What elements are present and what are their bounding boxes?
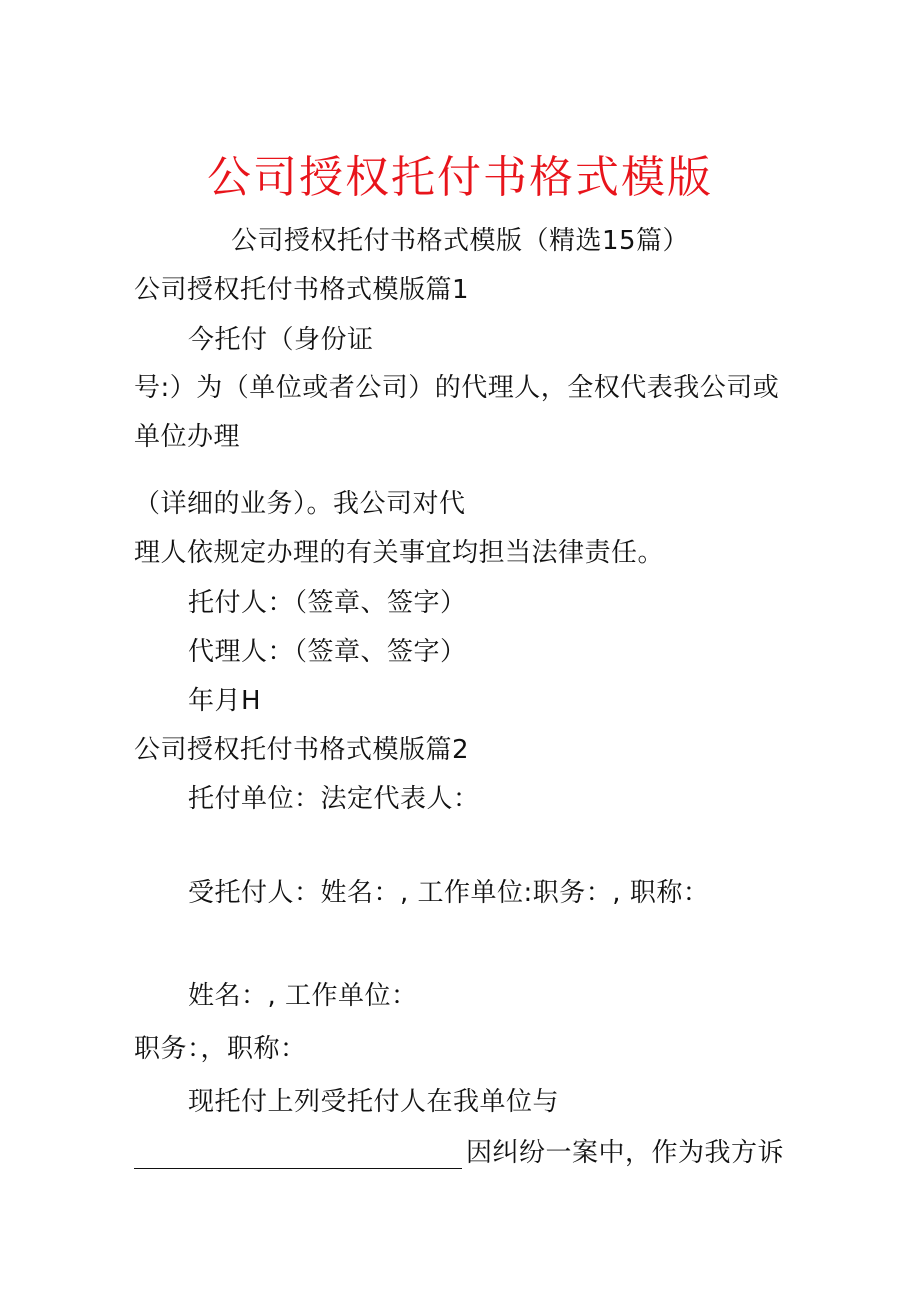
section1-paragraph-line: 理人依规定办理的有关事宜均担当法律责任。 — [134, 538, 665, 568]
section1-signature-principal: 托付人：（签章、签字） — [188, 588, 467, 618]
section2-paragraph-line: 托付单位：法定代表人： — [188, 784, 480, 814]
section1-paragraph-line: （详细的业务）。我公司对代 — [134, 489, 466, 519]
section2-paragraph-line: 现托付上列受托付人在我单位与 — [188, 1087, 560, 1117]
section1-heading: 公司授权托付书格式模版篇1 — [134, 275, 470, 305]
section1-paragraph-line: 号:）为（单位或者公司）的代理人，全权代表我公司或 — [134, 373, 780, 403]
document-title: 公司授权托付书格式模版 — [207, 152, 713, 203]
section2-heading: 公司授权托付书格式模版篇2 — [134, 735, 470, 765]
document-subtitle: 公司授权托付书格式模版（精选15篇） — [230, 226, 690, 256]
section1-date: 年月H — [188, 686, 262, 716]
section2-paragraph-line: 职务：，职称： — [134, 1034, 307, 1064]
section2-paragraph-text: 因纠纷一案中，作为我方诉 — [466, 1138, 785, 1168]
section2-paragraph-line: 受托付人：姓名：, 工作单位:职务：, 职称： — [188, 878, 710, 908]
fill-in-blank-line — [134, 1142, 462, 1169]
section2-paragraph-line — [134, 1137, 784, 1169]
section2-paragraph-line: 姓名：, 工作单位： — [188, 981, 418, 1011]
section1-paragraph-line: 今托付（身份证 — [188, 325, 374, 355]
section1-signature-agent: 代理人：（签章、签字） — [188, 637, 467, 667]
section1-paragraph-line: 单位办理 — [134, 422, 241, 452]
